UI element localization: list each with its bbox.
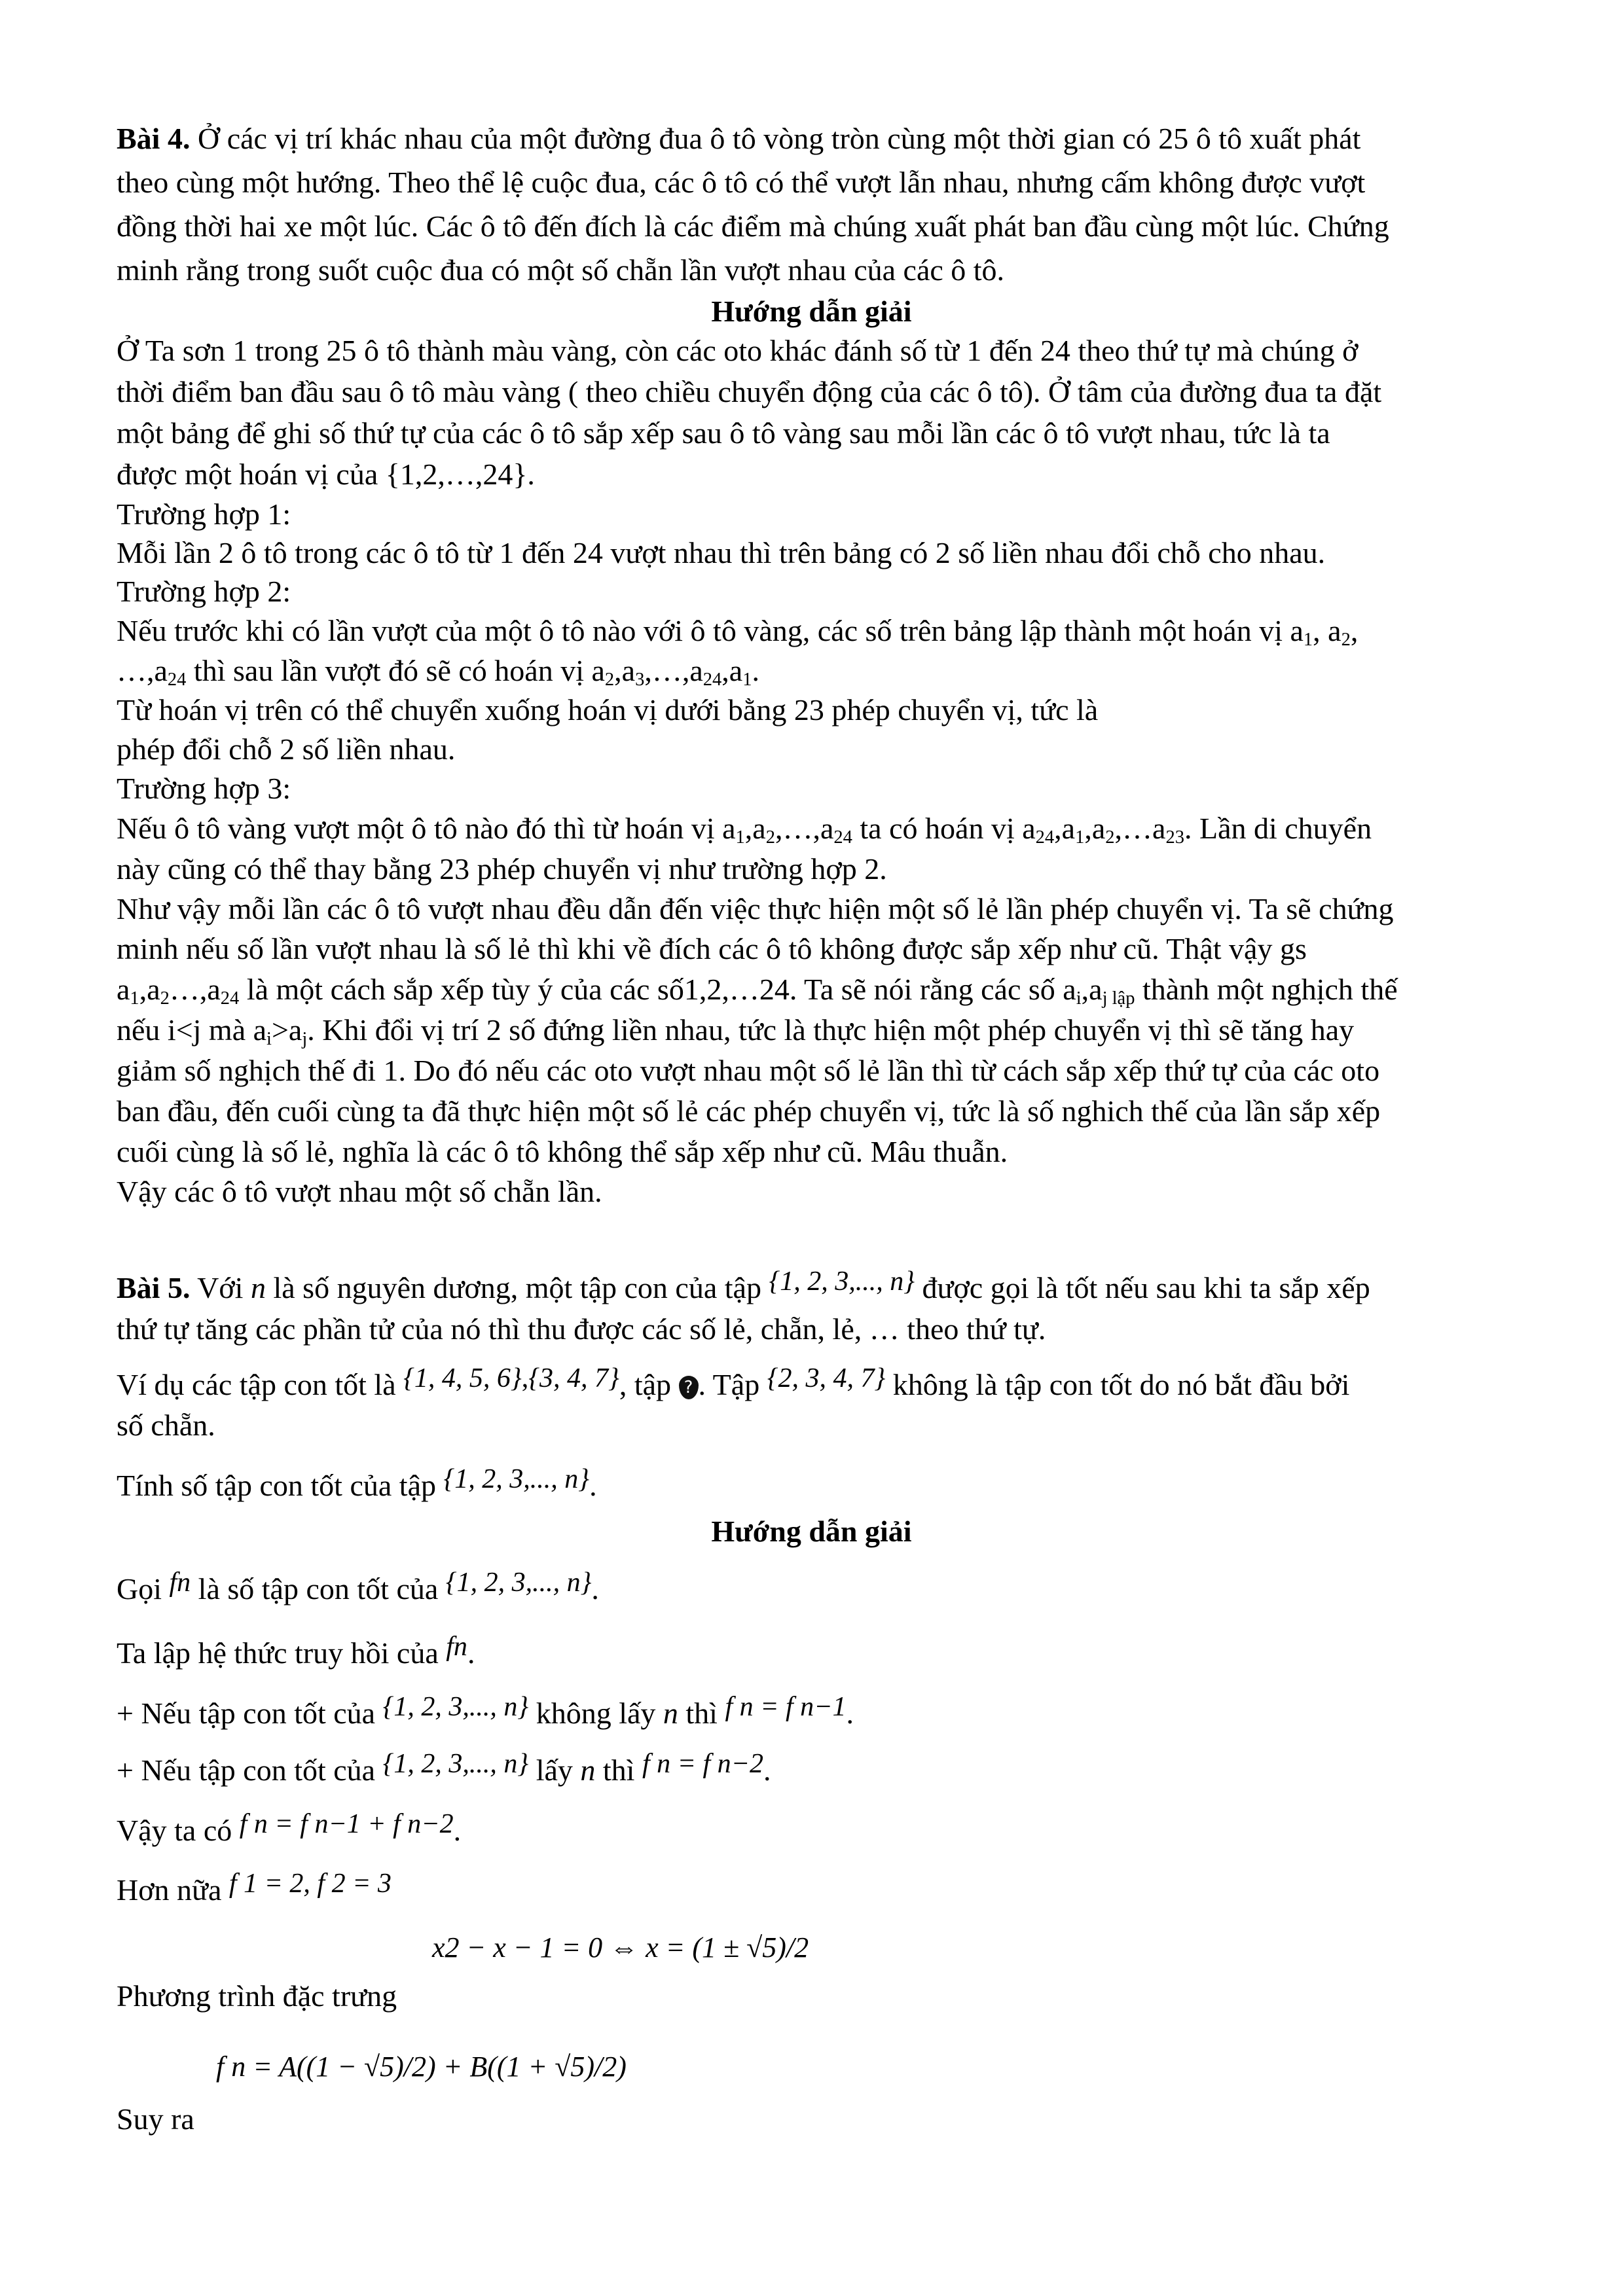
sol5-line-6: Hơn nữa f 1 = 2, f 2 = 3: [117, 1869, 392, 1907]
case2-line-4: phép đổi chỗ 2 số liền nhau.: [117, 732, 456, 766]
bai4-line-1: Bài 4. Ở các vị trí khác nhau của một đường đua ô tô vòng tròn cùng một thời gian có 25 ô tô xuất phát: [117, 122, 1361, 155]
bai5-label: Bài 5.: [117, 1271, 191, 1304]
bai4-line-2: theo cùng một hướng. Theo thể lệ cuộc đua, các ô tô có thể vượt lẫn nhau, nhưng cấm không được vượt: [117, 166, 1366, 199]
concl-line-6: ban đầu, đến cuối cùng ta đã thực hiện một số lẻ các phép chuyển vị, tức là số nghich thế của lần sắp xếp: [117, 1094, 1381, 1128]
set-1-to-n: {1, 2, 3,..., n}: [769, 1266, 915, 1297]
char-equation: x2 − x − 1 = 0 ⇔ x = (1 ± √5)/2: [432, 1931, 809, 1964]
missing-glyph-icon: ?: [679, 1376, 699, 1399]
bai5-line-5: Tính số tập con tốt của tập {1, 2, 3,..., n}.: [117, 1464, 597, 1502]
case3-line-1: Nếu ô tô vàng vượt một ô tô nào đó thì từ hoán vị $a_1,a_2,\dots,a_{24}$ ta có hoán vị $a_{24},a_1,a_2,\dots a_{23}$. Lần di chuyển: [117, 812, 1372, 848]
case2-line-2: $\dots,a_{24}$ thì sau lần vượt đó sẽ có hoán vị $a_2,a_3,\dots,a_{24},a_1$.: [117, 654, 759, 691]
concl-line-2: minh nếu số lần vượt nhau là số lẻ thì khi về đích các ô tô không được sắp xếp như cũ. Thật vậy gs: [117, 932, 1307, 965]
closed-form-equation: f n = A((1 − √5)/2) + B((1 + √5)/2): [216, 2051, 627, 2083]
case1-title: Trường hợp 1:: [117, 497, 291, 531]
sol5-line-4: + Nếu tập con tốt của {1, 2, 3,..., n} lấy n thì f n = f n−2.: [117, 1749, 771, 1787]
case2-line-1: Nếu trước khi có lần vượt của một ô tô nào với ô tô vàng, các số trên bảng lập thành một hoán vị $a_1$, $a_2$,: [117, 614, 1359, 651]
bai4-label: Bài 4.: [117, 122, 191, 155]
concl-line-3: $a_1,a_2\dots,a_{24}$ là một cách sắp xếp tùy ý của các số1,2,…24. Ta sẽ nói rằng các số $a_i,a_{j lập}$ thành một nghịch thế: [117, 973, 1398, 1009]
case1-text: Mỗi lần 2 ô tô trong các ô tô từ 1 đến 24 vượt nhau thì trên bảng có 2 số liền nhau đổi chỗ cho nhau.: [117, 536, 1326, 569]
bai5-line-3: Ví dụ các tập con tốt là {1, 4, 5, 6},{3, 4, 7}, tập ? . Tập {2, 3, 4, 7} không là tập con tốt do nó bắt đầu bởi: [117, 1363, 1350, 1401]
concl-line-5: giảm số nghịch thế đi 1. Do đó nếu các oto vượt nhau một số lẻ lần thì từ cách sắp xếp thứ tự của các oto: [117, 1054, 1380, 1087]
sol5-line-7: Phương trình đặc trưng: [117, 1979, 397, 2013]
sol5-line-2: Ta lập hệ thức truy hồi của fn.: [117, 1632, 475, 1670]
bai5-line-4: số chẵn.: [117, 1408, 215, 1442]
bai4-heading: Hướng dẫn giải: [711, 295, 912, 328]
sol5-line-1: Gọi fn là số tập con tốt của {1, 2, 3,..., n}.: [117, 1568, 599, 1605]
sol5-line-3: + Nếu tập con tốt của {1, 2, 3,..., n} không lấy n thì f n = f n−1.: [117, 1692, 854, 1730]
concl-line-1: Như vậy mỗi lần các ô tô vượt nhau đều dẫn đến việc thực hiện một số lẻ lần phép chuyển vị. Ta sẽ chứng: [117, 892, 1394, 925]
bai5-line-2: thứ tự tăng các phần tử của nó thì thu được các số lẻ, chẵn, lẻ, … theo thứ tự.: [117, 1312, 1046, 1346]
concl-line-8: Vậy các ô tô vượt nhau một số chẵn lần.: [117, 1175, 602, 1208]
bai5-line-1: Bài 5. Với n là số nguyên dương, một tập con của tập {1, 2, 3,..., n} được gọi là tốt nếu sau khi ta sắp xếp: [117, 1266, 1370, 1304]
case2-title: Trường hợp 2:: [117, 575, 291, 608]
bai4-sol-line-4: được một hoán vị của {1,2,…,24}.: [117, 457, 535, 491]
case3-line-2: này cũng có thể thay bằng 23 phép chuyển vị như trường hợp 2.: [117, 852, 887, 886]
case3-title: Trường hợp 3:: [117, 772, 291, 805]
bai4-sol-line-3: một bảng để ghi số thứ tự của các ô tô sắp xếp sau ô tô vàng sau mỗi lần các ô tô vượt nhau, tức là ta: [117, 416, 1330, 450]
bai4-line-3: đồng thời hai xe một lúc. Các ô tô đến đích là các điểm mà chúng xuất phát ban đầu cùng một lúc. Chứng: [117, 209, 1389, 243]
bai5-heading: Hướng dẫn giải: [711, 1515, 912, 1548]
concl-line-7: cuối cùng là số lẻ, nghĩa là các ô tô không thể sắp xếp như cũ. Mâu thuẫn.: [117, 1135, 1008, 1168]
bai4-sol-line-1: Ở Ta sơn 1 trong 25 ô tô thành màu vàng, còn các oto khác đánh số từ 1 đến 24 theo thứ tự mà chúng ở: [117, 334, 1359, 367]
case2-line-3: Từ hoán vị trên có thể chuyển xuống hoán vị dưới bằng 23 phép chuyển vị, tức là: [117, 693, 1099, 726]
sol5-line-5: Vậy ta có f n = f n−1 + f n−2.: [117, 1809, 462, 1847]
bai4-sol-line-2: thời điểm ban đầu sau ô tô màu vàng ( theo chiều chuyển động của các ô tô). Ở tâm của đường đua ta đặt: [117, 375, 1382, 408]
sol5-line-8: Suy ra: [117, 2102, 194, 2136]
concl-line-4: nếu i<j mà $a_i>a_j$. Khi đổi vị trí 2 số đứng liền nhau, tức là thực hiện một phép chuyển vị thì sẽ tăng hay: [117, 1013, 1355, 1050]
bai4-line-4: minh rằng trong suốt cuộc đua có một số chẵn lần vượt nhau của các ô tô.: [117, 253, 1005, 287]
